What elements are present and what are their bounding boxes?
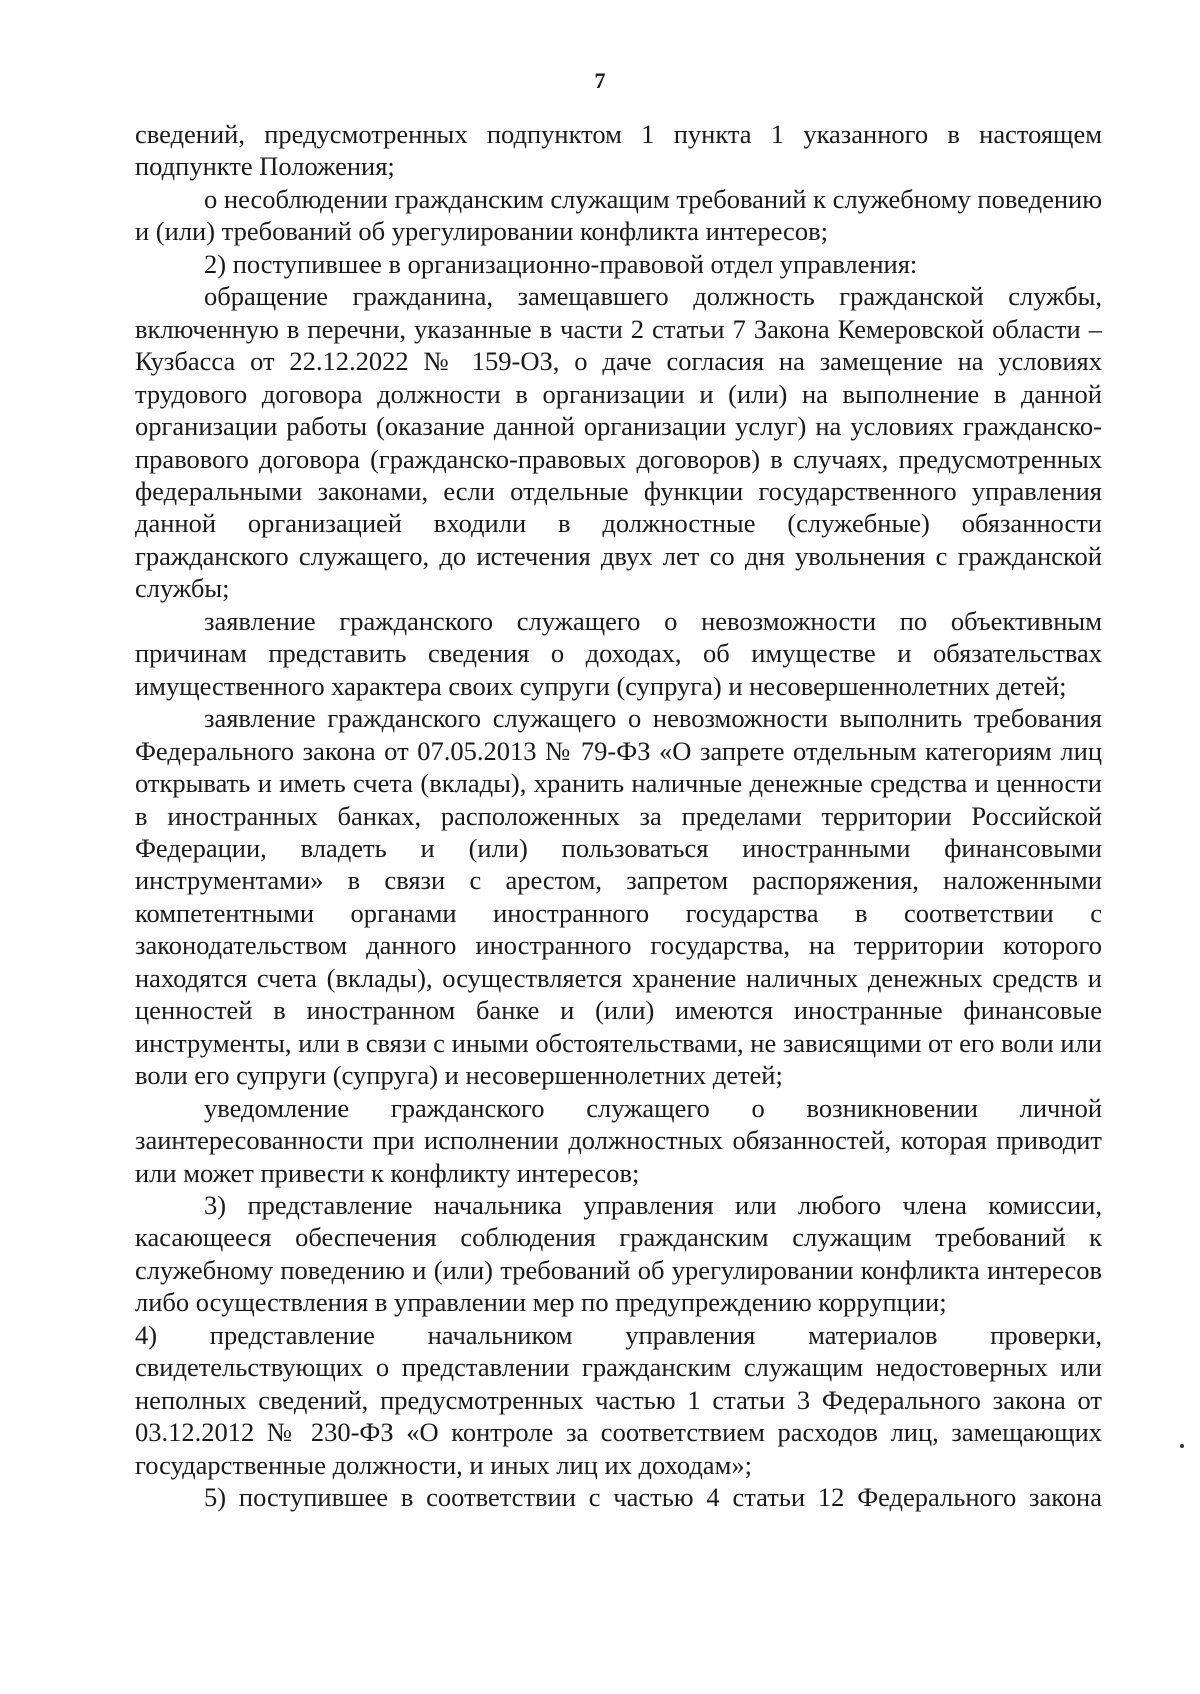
paragraph-8: 3) представление начальника управления или любого члена комиссии, касающееся обеспечения соблюдения гражданским служащим требований к служебному поведению и (или) требований об урегулировании конфликта интересов либо осуществления в управлении мер по предупреждению коррупции; xyxy=(135,1189,1102,1318)
paragraph-6: заявление гражданского служащего о невозможности выполнить требования Федерального закона от 07.05.2013 № 79-ФЗ «О запрете отдельным категориям лиц открывать и иметь счета (вклады), хранить наличные денежные средства и ценности в иностранных банках, расположенных за пределами территории Российской Федерации, владеть и (или) пользоваться иностранными финансовыми инструментами» в связи с арестом, запретом распоряжения, наложенными компетентными органами иностранного государства в соответствии с законодательством данного иностранного государства, на территории которого находятся счета (вклады), осуществляется хранение наличных денежных средств и ценностей в иностранном банке и (или) имеются иностранные финансовые инструменты, или в связи с иными обстоятельствами, не зависящими от его воли или воли его супруги (супруга) и несовершеннолетних детей; xyxy=(135,703,1102,1091)
page-number: 7 xyxy=(594,68,606,93)
document-body xyxy=(135,118,1102,1513)
scan-speck xyxy=(1180,1444,1184,1448)
paragraph-9: 4) представление начальником управления материалов проверки, свидетельствующих о представлении гражданским служащим недостоверных или неполных сведений, предусмотренных частью 1 статьи 3 Федерального закона от 03.12.2012 № 230-ФЗ «О контроле за соответствием расходов лиц, замещающих государственные должности, и иных лиц их доходам»; xyxy=(135,1319,1102,1480)
paragraph-3: 2) поступившее в организационно-правовой отдел управления: xyxy=(204,248,918,279)
paragraph-2: о несоблюдении гражданским служащим требований к служебному поведению и (или) требований об урегулировании конфликта интересов; xyxy=(135,183,1102,247)
paragraph-5: заявление гражданского служащего о невозможности по объективным причинам представить сведения о доходах, об имуществе и обязательствах имущественного характера своих супруги (супруга) и несовершеннолетних детей; xyxy=(135,605,1102,701)
paragraph-7: уведомление гражданского служащего о возникновении личной заинтересованности при исполнении должностных обязанностей, которая приводит или может привести к конфликту интересов; xyxy=(135,1092,1102,1188)
paragraph-10: 5) поступившее в соответствии с частью 4 статьи 12 Федерального закона xyxy=(204,1482,1102,1513)
paragraph-4: обращение гражданина, замещавшего должность гражданской службы, включенную в перечни, указанные в части 2 статьи 7 Закона Кемеровской области – Кузбасса от 22.12.2022 № 159-ОЗ, о даче согласия на замещение на условиях трудового договора должности в организации и (или) на выполнение в данной организации работы (оказание данной организации услуг) на условиях гражданско-правового договора (гражданско-правовых договоров) в случаях, предусмотренных федеральными законами, если отдельные функции государственного управления данной организацией входили в должностные (служебные) обязанности гражданского служащего, до истечения двух лет со дня увольнения с гражданской службы; xyxy=(135,281,1102,604)
paragraph-1: сведений, предусмотренных подпунктом 1 пункта 1 указанного в настоящем подпункте Положения; xyxy=(135,119,1102,182)
